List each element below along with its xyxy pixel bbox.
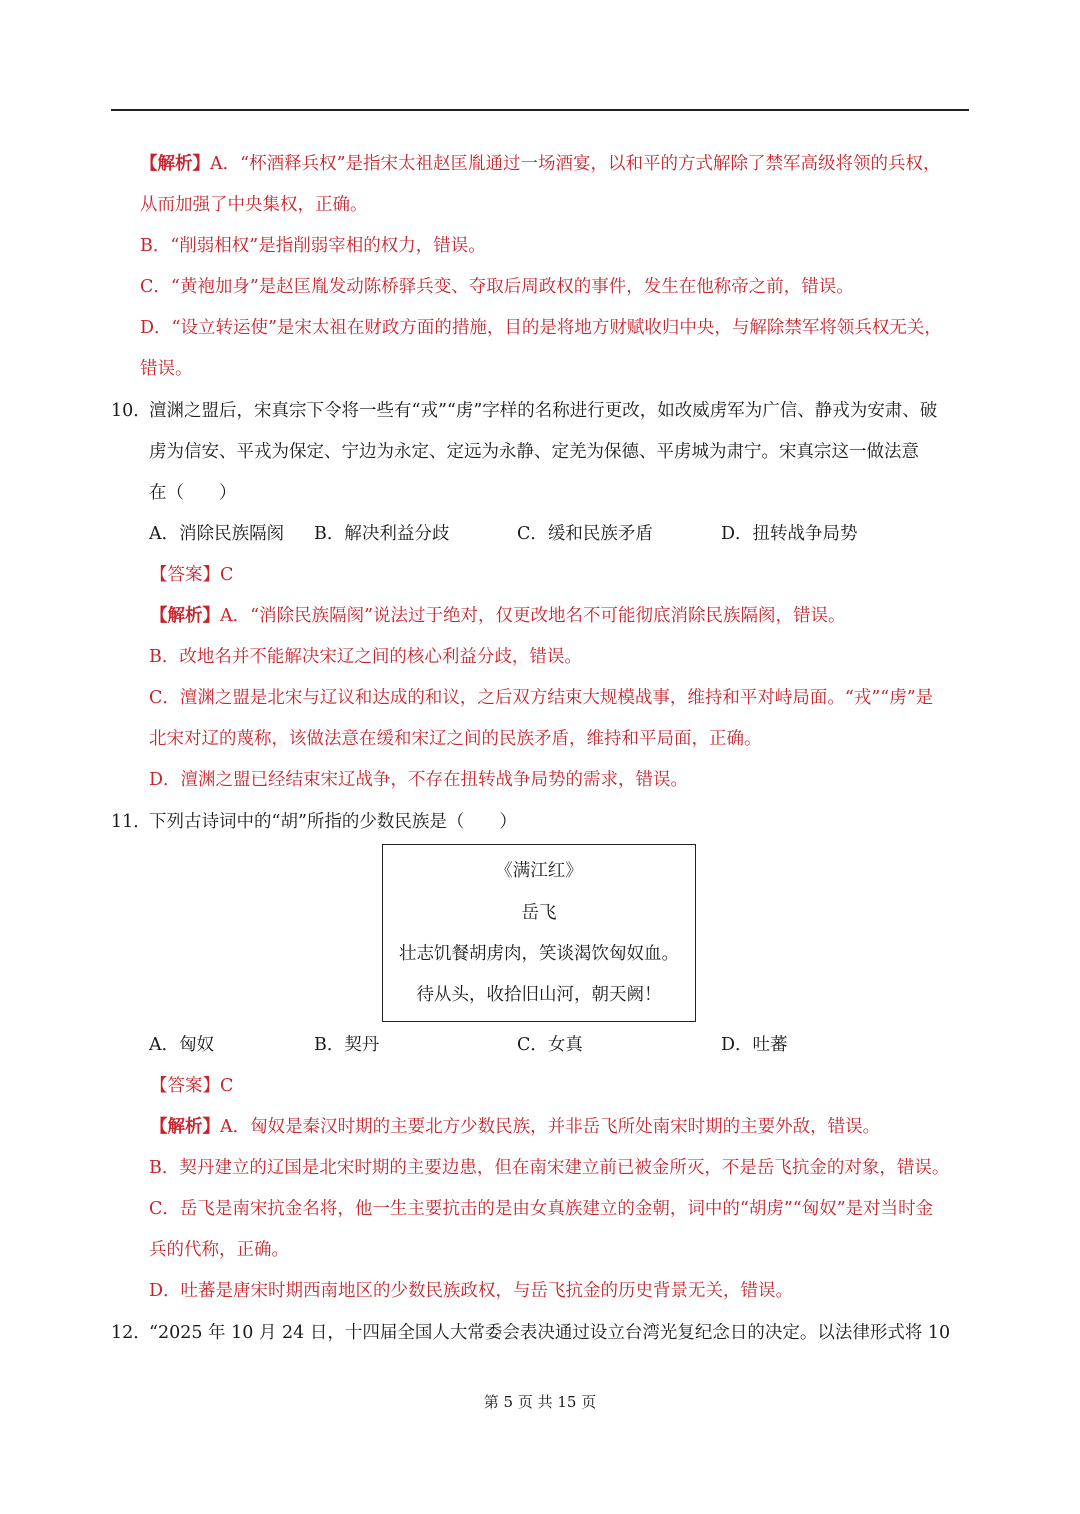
page-footer: 第 5 页 共 15 页 [483, 1393, 597, 1411]
option-a: A．匈奴 [149, 1035, 215, 1055]
question-stem: 虏为信安、平戎为保定、宁边为永定、定远为永静、定羌为保德、平虏城为肃宁。宋真宗这一做法意 [149, 442, 919, 462]
analysis-line: C．“黄袍加身”是赵匡胤发动陈桥驿兵变、夺取后周政权的事件，发生在他称帝之前，错误。 [140, 277, 854, 297]
analysis-line: B．契丹建立的辽国是北宋时期的主要边患，但在南宋建立前已被金所灭，不是岳飞抗金的对象，错误。 [149, 1158, 950, 1178]
question-number: 11． [111, 812, 151, 832]
answer: 【答案】C [150, 565, 234, 585]
poem-line: 壮志饥餐胡虏肉，笑谈渴饮匈奴血。 [399, 944, 679, 964]
option-d: D．吐蕃 [721, 1035, 788, 1055]
analysis-line: 【解析】A．“杯酒释兵权”是指宋太祖赵匡胤通过一场酒宴，以和平的方式解除了禁军高级将领的兵权， [140, 154, 941, 174]
analysis-line: D．澶渊之盟已经结束宋辽战争，不存在扭转战争局势的需求，错误。 [149, 770, 689, 790]
analysis-line: B．改地名并不能解决宋辽之间的核心利益分歧，错误。 [149, 647, 582, 667]
option-c: C．女真 [517, 1035, 583, 1055]
analysis-line: 北宋对辽的蔑称，该做法意在缓和宋辽之间的民族矛盾，维持和平局面，正确。 [149, 729, 762, 749]
question-stem: “2025 年 10 月 24 日，十四届全国人大常委会表决通过设立台湾光复纪念日的决定。以法律形式将 10 [149, 1323, 951, 1343]
analysis-line: D．“设立转运使”是宋太祖在财政方面的措施，目的是将地方财赋收归中央，与解除禁军将领兵权无关， [140, 318, 942, 338]
analysis-line: 错误。 [140, 359, 193, 379]
question-number: 12． [111, 1323, 151, 1343]
option-b: B．解决利益分歧 [314, 524, 450, 544]
option-b: B．契丹 [314, 1035, 380, 1055]
question-stem: 澶渊之盟后，宋真宗下令将一些有“戎”“虏”字样的名称进行更改，如改威虏军为广信、静戎为安肃、破 [149, 401, 938, 421]
header-rule [111, 109, 969, 111]
analysis-line: B．“削弱相权”是指削弱宰相的权力，错误。 [140, 236, 486, 256]
question-stem: 下列古诗词中的“胡”所指的少数民族是（ ） [149, 812, 517, 832]
option-c: C．缓和民族矛盾 [517, 524, 653, 544]
option-a: A．消除民族隔阂 [149, 524, 285, 544]
poem-box [382, 844, 696, 1022]
analysis-line: C．岳飞是南宋抗金名将，他一生主要抗击的是由女真族建立的金朝，词中的“胡虏”“匈奴”是对当时金 [149, 1199, 934, 1219]
analysis-line: C．澶渊之盟是北宋与辽议和达成的和议，之后双方结束大规模战事，维持和平对峙局面。“戎”“虏”是 [149, 688, 934, 708]
poem-author: 岳飞 [521, 903, 557, 923]
poem-line: 待从头，收拾旧山河，朝天阙！ [416, 985, 662, 1005]
answer: 【答案】C [150, 1076, 234, 1096]
option-d: D．扭转战争局势 [721, 524, 858, 544]
analysis-line: 兵的代称，正确。 [149, 1240, 289, 1260]
analysis-line: 从而加强了中央集权，正确。 [140, 195, 368, 215]
analysis-line: 【解析】A．“消除民族隔阂”说法过于绝对，仅更改地名不可能彻底消除民族隔阂，错误。 [150, 606, 846, 626]
poem-title: 《满江红》 [495, 861, 583, 881]
analysis-line: 【解析】A．匈奴是秦汉时期的主要北方少数民族，并非岳飞所处南宋时期的主要外敌，错误。 [150, 1117, 881, 1137]
question-number: 10． [111, 401, 151, 421]
analysis-line: D．吐蕃是唐宋时期西南地区的少数民族政权，与岳飞抗金的历史背景无关，错误。 [149, 1281, 794, 1301]
question-stem: 在（ ） [149, 483, 237, 503]
